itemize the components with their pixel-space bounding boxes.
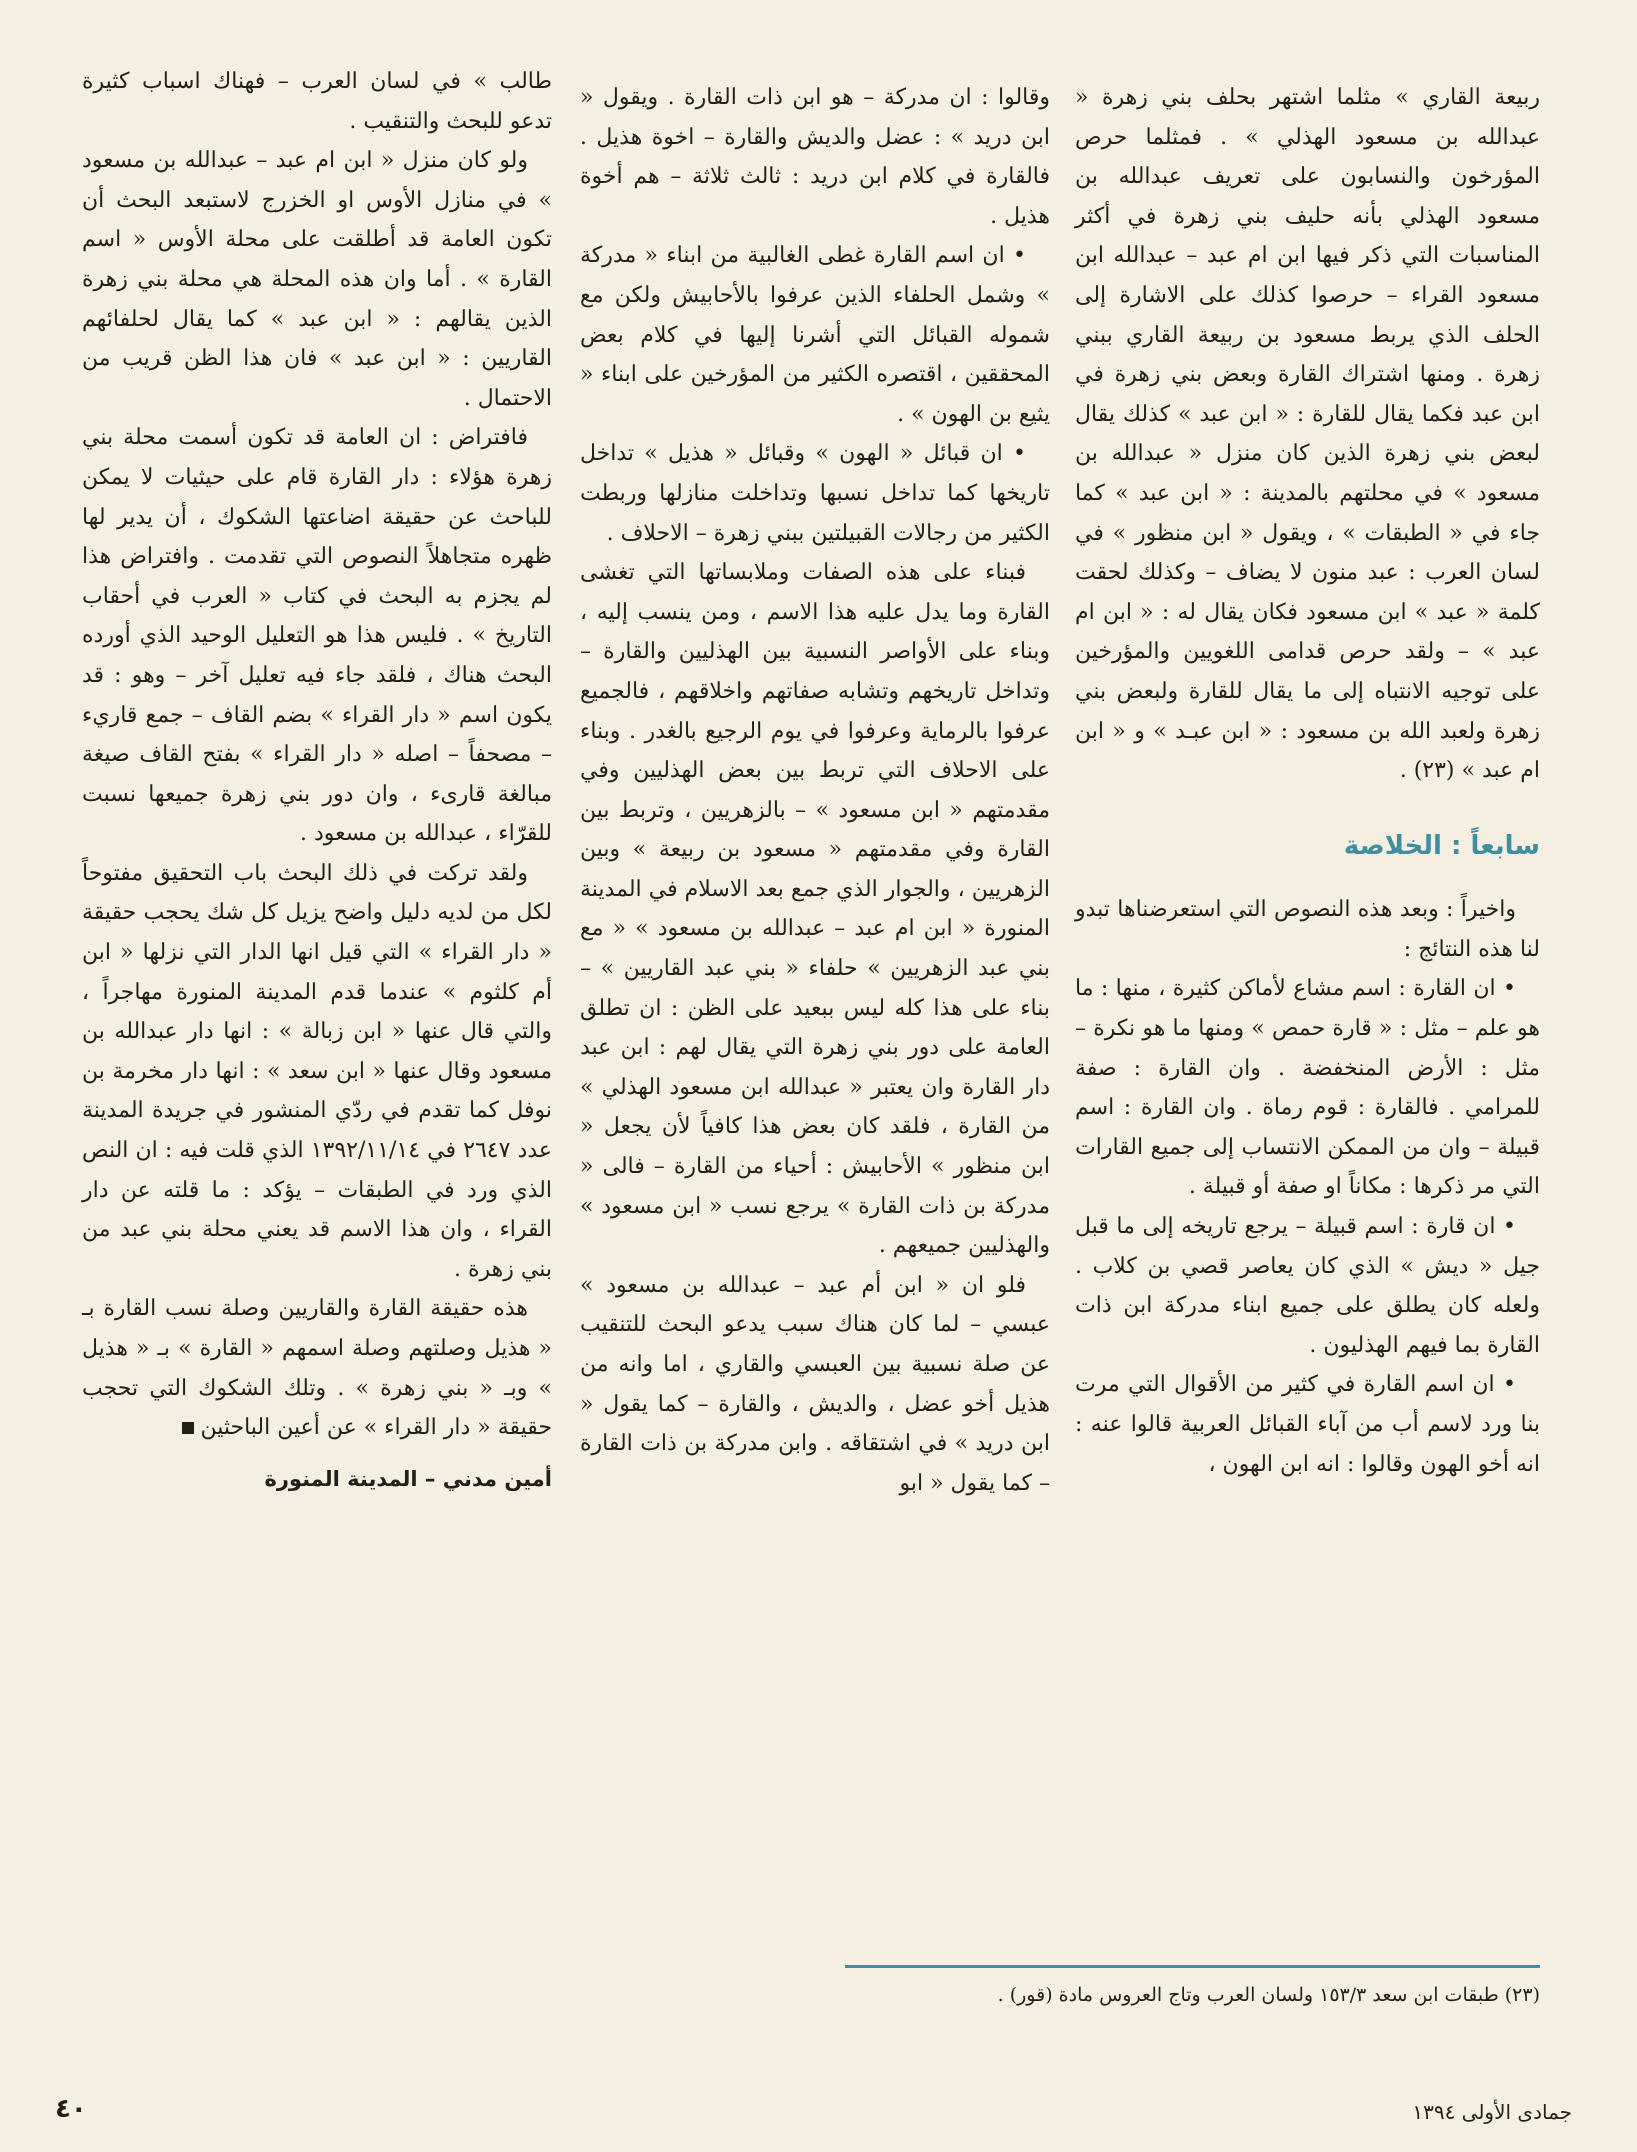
footnote: (٢٣) طبقات ابن سعد ١٥٣/٣ ولسان العرب وتاج العروس مادة (قور) . <box>997 1984 1540 2006</box>
article-column-left <box>82 62 552 1499</box>
body-paragraph: فافتراض : ان العامة قد تكون أسمت محلة بني زهرة هؤلاء : دار القارة قام على حيثيات لا يمكن للباحث عن حقيقة اضاعتها الشكوك ، أن يدير لها ظهره متجاهلاً النصوص التي تقدمت . وافتراض هذا لم يجزم به البحث في كتاب « العرب في أحقاب التاريخ » . فليس هذا هو التعليل الوحيد الذي أورده البحث هناك ، فلقد جاء فيه تعليل آخر – وهو : قد يكون اسم « دار القراء » بضم القاف – جمع قاريء – مصحفاً – اصله « دار القراء » بفتح القاف صيغة مبالغة قارىء ، وان دور بني زهرة جميعها نسبت للقرّاء ، عبدالله بن مسعود . <box>82 425 552 847</box>
body-paragraph: فلو ان « ابن أم عبد – عبدالله بن مسعود » عبسي – لما كان هناك سبب يدعو البحث للتنقيب عن صلة نسبية بين العبسي والقاري ، اما وانه من هذيل أخو عضل ، والديش ، والقارة – كما يقول « ابن دريد » في اشتقاقه . وابن مدركة بن ذات القارة – كما يقول « ابو <box>580 1272 1050 1496</box>
body-paragraph: • ان اسم القارة في كثير من الأقوال التي مرت بنا ورد لاسم أب من آباء القبائل العربية قالوا عنه : انه أخو الهون وقالوا : انه ابن الهون ، <box>1075 1372 1540 1477</box>
body-paragraph: • ان قبائل « الهون » وقبائل « هذيل » تداخل تاريخها كما تداخل نسبها وتداخلت منازلها وربطت الكثير من رجالات القبيلتين ببني زهرة – الاحلاف . <box>580 441 1050 546</box>
issue-date: جمادى الأولى ١٣٩٤ <box>1412 2100 1572 2124</box>
body-paragraph: ربيعة القاري » مثلما اشتهر بحلف بني زهرة « عبدالله بن مسعود الهذلي » . فمثلما حرص المؤرخون والنسابون على تعريف عبدالله بن مسعود الهذلي بأنه حليف بني زهرة في أكثر المناسبات التي ذكر فيها ابن ام عبد – عبدالله ابن مسعود القراء – حرصوا كذلك على الاشارة إلى الحلف الذي يربط مسعود بن ربيعة القاري ببني زهرة . ومنها اشتراك القارة وبعض بني زهرة في ابن عبد فكما يقال للقارة : « ابن عبد » كذلك يقال لبعض بني زهرة الذين كان منزل « عبدالله بن مسعود » في محلتهم بالمدينة : « ابن عبد » كما جاء في « الطبقات » ، ويقول « ابن منظور » في لسان العرب : عبد منون لا يضاف – وكذلك لحقت كلمة « عبد » ابن مسعود فكان يقال له : « ابن ام عبد » – ولقد حرص قدامى اللغويين والمؤرخين على توجيه الانتباه إلى ما يقال للقارة ولبعض بني زهرة ولعبد الله بن مسعود : « ابن عبـد » و « ابن ام عبد » (٢٣) . <box>1075 85 1540 784</box>
author-signature: أمين مدني – المدينة المنورة <box>264 1466 552 1491</box>
section-heading-conclusion: سابعاً : الخلاصة <box>1343 830 1540 861</box>
footnote-divider <box>845 1965 1540 1968</box>
page-footer <box>0 2094 1637 2134</box>
body-paragraph: واخيراً : وبعد هذه النصوص التي استعرضناها تبدو لنا هذه النتائج : <box>1075 897 1540 962</box>
body-paragraph: • ان اسم القارة غطى الغالبية من ابناء « مدركة » وشمل الحلفاء الذين عرفوا بالأحابيش ولكن مع شموله القبائل التي أشرنا إليها في كلام بعض المحققين ، اقتصره الكثير من المؤرخين على ابناء « يثيع بن الهون » . <box>580 243 1050 427</box>
body-paragraph: وقالوا : ان مدركة – هو ابن ذات القارة . ويقول « ابن دريد » : عضل والديش والقارة – اخوة هذيل . فالقارة في كلام ابن دريد : ثالث ثلاثة – هم أخوة هذيل . <box>580 85 1050 229</box>
body-paragraph: ولو كان منزل « ابن ام عبد – عبدالله بن مسعود » في منازل الأوس او الخزرج لاستبعد البحث أن تكون العامة قد أطلقت على محلة الأوس « اسم القارة » . أما وان هذه المحلة هي محلة بني زهرة الذين يقالهم : « ابن عبد » كما يقال لحلفائهم القاريين : « ابن عبد » فان هذا الظن قريب من الاحتمال . <box>82 148 552 411</box>
article-column-right <box>1075 78 1540 1484</box>
body-paragraph: فبناء على هذه الصفات وملابساتها التي تغشى القارة وما يدل عليه هذا الاسم ، ومن ينسب إليه ، وبناء على الأواصر النسبية بين الهذليين والقارة – وتداخل تاريخهم وتشابه صفاتهم واخلاقهم ، فالجميع عرفوا بالرماية وعرفوا في يوم الرجيع بالغدر . وبناء على الاحلاف التي تربط بين بعض الهذليين وفي مقدمتهم « ابن مسعود » – بالزهريين ، وتربط بين القارة وفي مقدمتهم « مسعود بن ربيعة » وبين الزهريين ، والجوار الذي جمع بعد الاسلام في المدينة المنورة « ابن ام عبد – عبدالله بن مسعود » « مع بني عبد الزهريين » حلفاء « بني عبد القاريين » – بناء على هذا كله ليس ببعيد على الظن : ان تطلق العامة على دور بني زهرة التي يقال لهم : ابن عبد دار القارة وان يعتبر « عبدالله ابن مسعود الهذلي » من القارة ، فلقد كان بعض هذا كافياً لأن يجعل « ابن منظور » الأحابيش : أحياء من القارة – فالى « مدركة بن ذات القارة » يرجع نسب « ابن مسعود » والهذليين جميعهم . <box>580 560 1050 1259</box>
body-paragraph: • ان قارة : اسم قبيلة – يرجع تاريخه إلى ما قبل جيل « ديش » الذي كان يعاصر قصي بن كلاب . ولعله كان يطلق على جميع ابناء مدركة ابن ذات القارة بما فيهم الهذليون . <box>1075 1214 1540 1358</box>
body-paragraph: • ان القارة : اسم مشاع لأماكن كثيرة ، منها : ما هو علم – مثل : « قارة حمص » ومنها ما هو نكرة – مثل : الأرض المنخفضة . وان القارة : صفة للمرامي . فالقارة : قوم رماة . وان القارة : اسم قبيلة – وان من الممكن الانتساب إلى جميع القارات التي مر ذكرها : مكاناً او صفة أو قبيلة . <box>1075 976 1540 1200</box>
body-paragraph-text: هذه حقيقة القارة والقاريين وصلة نسب القارة بـ « هذيل وصلتهم وصلة اسمهم « القارة » بـ « هذيل » وبـ « بني زهرة » . وتلك الشكوك التي تحجب حقيقة « دار القراء » عن أعين الباحثين <box>82 1296 552 1441</box>
article-column-middle <box>580 78 1050 1503</box>
body-paragraph: طالب » في لسان العرب – فهناك اسباب كثيرة تدعو للبحث والتنقيب . <box>82 69 552 134</box>
body-paragraph-final <box>82 1289 552 1447</box>
end-of-article-mark <box>182 1422 194 1434</box>
body-paragraph: ولقد تركت في ذلك البحث باب التحقيق مفتوحاً لكل من لديه دليل واضح يزيل كل شك يحجب حقيقة « دار القراء » التي قيل انها الدار التي نزلها « ابن أم كلثوم » عندما قدم المدينة المنورة مهاجراً ، والتي قال عنها « ابن زبالة » : انها دار عبدالله بن مسعود وقال عنها « ابن سعد » : انها دار مخرمة بن نوفل كما تقدم في ردّي المنشور في جريدة المدينة عدد ٢٦٤٧ في ١٣٩٢/١١/١٤ الذي قلت فيه : ان النص الذي ورد في الطبقات – يؤكد : ما قلته عن دار القراء ، وان هذا الاسم قد يعني محلة بني عبد من بني زهرة . <box>82 860 553 1282</box>
page-number: ٤٠ <box>55 2094 87 2124</box>
